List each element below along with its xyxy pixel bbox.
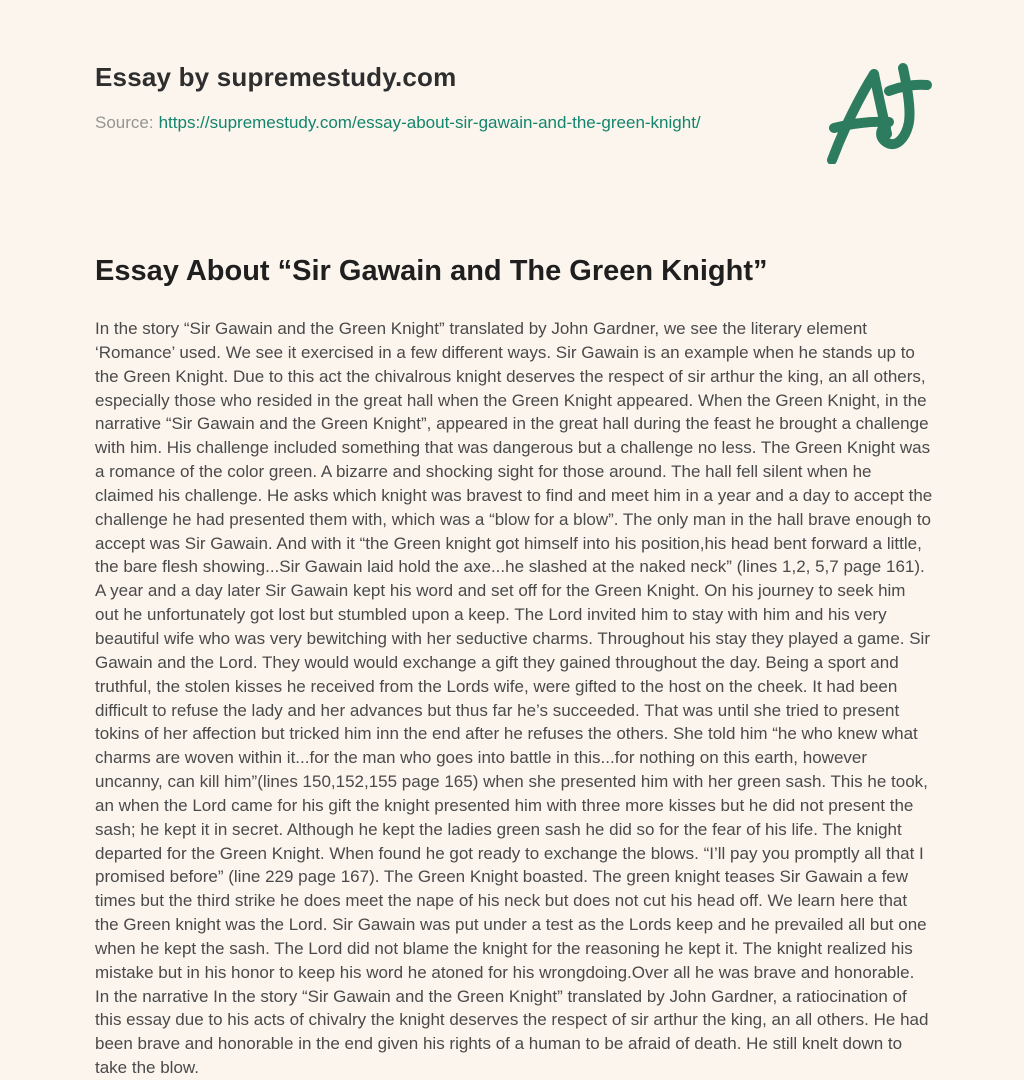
source-label: Source: bbox=[95, 113, 154, 132]
essay-title: Essay About “Sir Gawain and The Green Knight” bbox=[95, 255, 768, 287]
a-plus-logo bbox=[814, 52, 939, 164]
site-header-title: Essay by supremestudy.com bbox=[95, 62, 457, 92]
essay-content bbox=[95, 254, 933, 1080]
source-line bbox=[95, 113, 930, 133]
essay-body-text: In the story “Sir Gawain and the Green Knight” translated by John Gardner, we see the literary element ‘Romance’ used. We see it exercised in a few different ways. Sir Gawain is an example when he stands up to the Green Knight. Due to this act the chivalrous knight deserves the respect of sir arthur the king, an all others, especially those who resided in the great hall when the Green Knight appeared. When the Green Knight, in the narrative “Sir Gawain and the Green Knight”, appeared in the great hall during the feast he brought a challenge with him. His challenge included something that was dangerous but a challenge no less. The Green Knight was a romance of the color green. A bizarre and shocking sight for those around. The hall fell silent when he claimed his challenge. He asks which knight was bravest to find and meet him in a year and a day to accept the challenge he had presented them with, which was a “blow for a blow”. The only man in the hall brave enough to accept was Sir Gawain. And with it “the Green knight got himself into his position,his head bent forward a little, the bare flesh showing...Sir Gawain laid hold the axe...he slashed at the naked neck” (lines 1,2, 5,7 page 161). A year and a day later Sir Gawain kept his word and set off for the Green Knight. On his journey to seek him out he unfortunately got lost but stumbled upon a keep. The Lord invited him to stay with him and his very beautiful wife who was very bewitching with her seductive charms. Throughout his stay they played a game. Sir Gawain and the Lord. They would would exchange a gift they gained throughout the day. Being a sport and truthful, the stolen kisses he received from the Lords wife, were gifted to the host on the cheek. It had been difficult to refuse the lady and her advances but thus far he’s succeeded. That was until she tried to present tokins of her affection but tricked him inn the end after he refuses the others. She told him “he who knew what charms are woven within it...for the man who goes into battle in this...for nothing on this earth, however uncanny, can kill him”(lines 150,152,155 page 165) when she presented him with her green sash. This he took, an when the Lord came for his gift the knight presented him with three more kisses but he did not present the sash; he kept it in secret. Although he kept the ladies green sash he did so for the fear of his life. The knight departed for the Green Knight. When found he got ready to exchange the blows. “I’ll pay you promptly all that I promised before” (line 229 page 167). The Green Knight boasted. The green knight teases Sir Gawain a few times but the third strike he does meet the nape of his neck but does not cut his head off. We learn here that the Green knight was the Lord. Sir Gawain was put under a test as the Lords keep and he prevailed all but one when he kept the sash. The Lord did not blame the knight for the reasoning he kept it. The knight realized his mistake but in his honor to keep his word he atoned for his wrongdoing.Over all he was brave and honorable. In the narrative In the story “Sir Gawain and the Green Knight” translated by John Gardner, a ratiocination of this essay due to his acts of chivalry the knight deserves the respect of sir arthur the king, an all others. He had been brave and honorable in the end given his rights of a human to be afraid of death. He still knelt down to take the blow. bbox=[95, 319, 933, 1078]
a-plus-logo-icon bbox=[814, 52, 939, 164]
document-header bbox=[95, 62, 930, 133]
source-url-link[interactable]: https://supremestudy.com/essay-about-sir-gawain-and-the-green-knight/ bbox=[158, 113, 701, 132]
